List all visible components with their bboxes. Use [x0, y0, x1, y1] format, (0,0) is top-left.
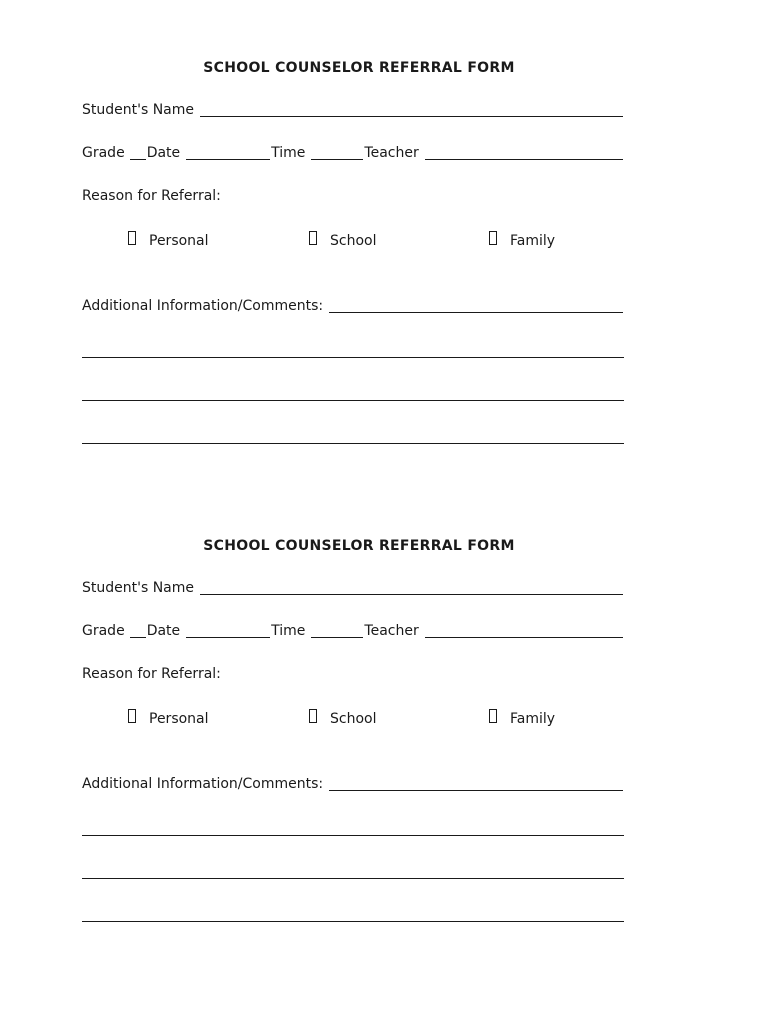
checkbox-icon[interactable]: [309, 231, 317, 245]
comments-line[interactable]: [82, 862, 624, 879]
reason-label: Reason for Referral:: [82, 188, 221, 204]
option-label: School: [330, 233, 377, 249]
comments-line[interactable]: [82, 341, 624, 358]
option-label: School: [330, 711, 377, 727]
student-name-label: Student's Name: [82, 102, 195, 118]
reason-row: [82, 187, 624, 205]
teacher-label: Teacher: [364, 145, 419, 161]
checkbox-icon[interactable]: [128, 231, 136, 245]
student-name-field[interactable]: [200, 580, 623, 595]
reason-label: Reason for Referral:: [82, 666, 221, 682]
form-title: SCHOOL COUNSELOR REFERRAL FORM: [203, 538, 515, 554]
option-label: Family: [510, 711, 556, 727]
comments-line[interactable]: [82, 427, 624, 444]
option-school[interactable]: [309, 708, 376, 730]
option-family[interactable]: [489, 230, 555, 252]
time-field[interactable]: [311, 623, 363, 638]
reason-row: [82, 665, 624, 683]
comments-row: [82, 775, 624, 793]
checkbox-icon[interactable]: [128, 709, 136, 723]
form-title: SCHOOL COUNSELOR REFERRAL FORM: [203, 60, 515, 76]
option-school[interactable]: [309, 230, 376, 252]
student-name-label: Student's Name: [82, 580, 195, 596]
grade-date-time-teacher-row: [82, 622, 624, 640]
checkbox-icon[interactable]: [489, 231, 497, 245]
referral-form-2: [82, 536, 624, 792]
comments-line[interactable]: [82, 905, 624, 922]
student-name-field[interactable]: [200, 102, 623, 117]
time-field[interactable]: [311, 145, 363, 160]
option-personal[interactable]: [128, 708, 209, 730]
checkbox-icon[interactable]: [309, 709, 317, 723]
date-label: Date: [146, 623, 181, 639]
comments-line[interactable]: [82, 384, 624, 401]
comments-row: [82, 297, 624, 315]
grade-field[interactable]: [130, 145, 146, 160]
comments-label: Additional Information/Comments:: [82, 298, 324, 314]
option-family[interactable]: [489, 708, 555, 730]
date-field[interactable]: [186, 623, 270, 638]
referral-form-1: [82, 58, 624, 314]
time-label: Time: [271, 623, 306, 639]
comments-field[interactable]: [329, 776, 623, 791]
option-label: Personal: [149, 233, 209, 249]
date-label: Date: [146, 145, 181, 161]
checkbox-icon[interactable]: [489, 709, 497, 723]
grade-label: Grade: [82, 145, 125, 161]
grade-date-time-teacher-row: [82, 144, 624, 162]
option-label: Personal: [149, 711, 209, 727]
grade-label: Grade: [82, 623, 125, 639]
comments-label: Additional Information/Comments:: [82, 776, 324, 792]
option-label: Family: [510, 233, 556, 249]
comments-line[interactable]: [82, 819, 624, 836]
time-label: Time: [271, 145, 306, 161]
grade-field[interactable]: [130, 623, 146, 638]
date-field[interactable]: [186, 145, 270, 160]
student-name-row: [82, 579, 624, 597]
teacher-label: Teacher: [364, 623, 419, 639]
student-name-row: [82, 101, 624, 119]
teacher-field[interactable]: [425, 623, 623, 638]
teacher-field[interactable]: [425, 145, 623, 160]
option-personal[interactable]: [128, 230, 209, 252]
comments-field[interactable]: [329, 298, 623, 313]
